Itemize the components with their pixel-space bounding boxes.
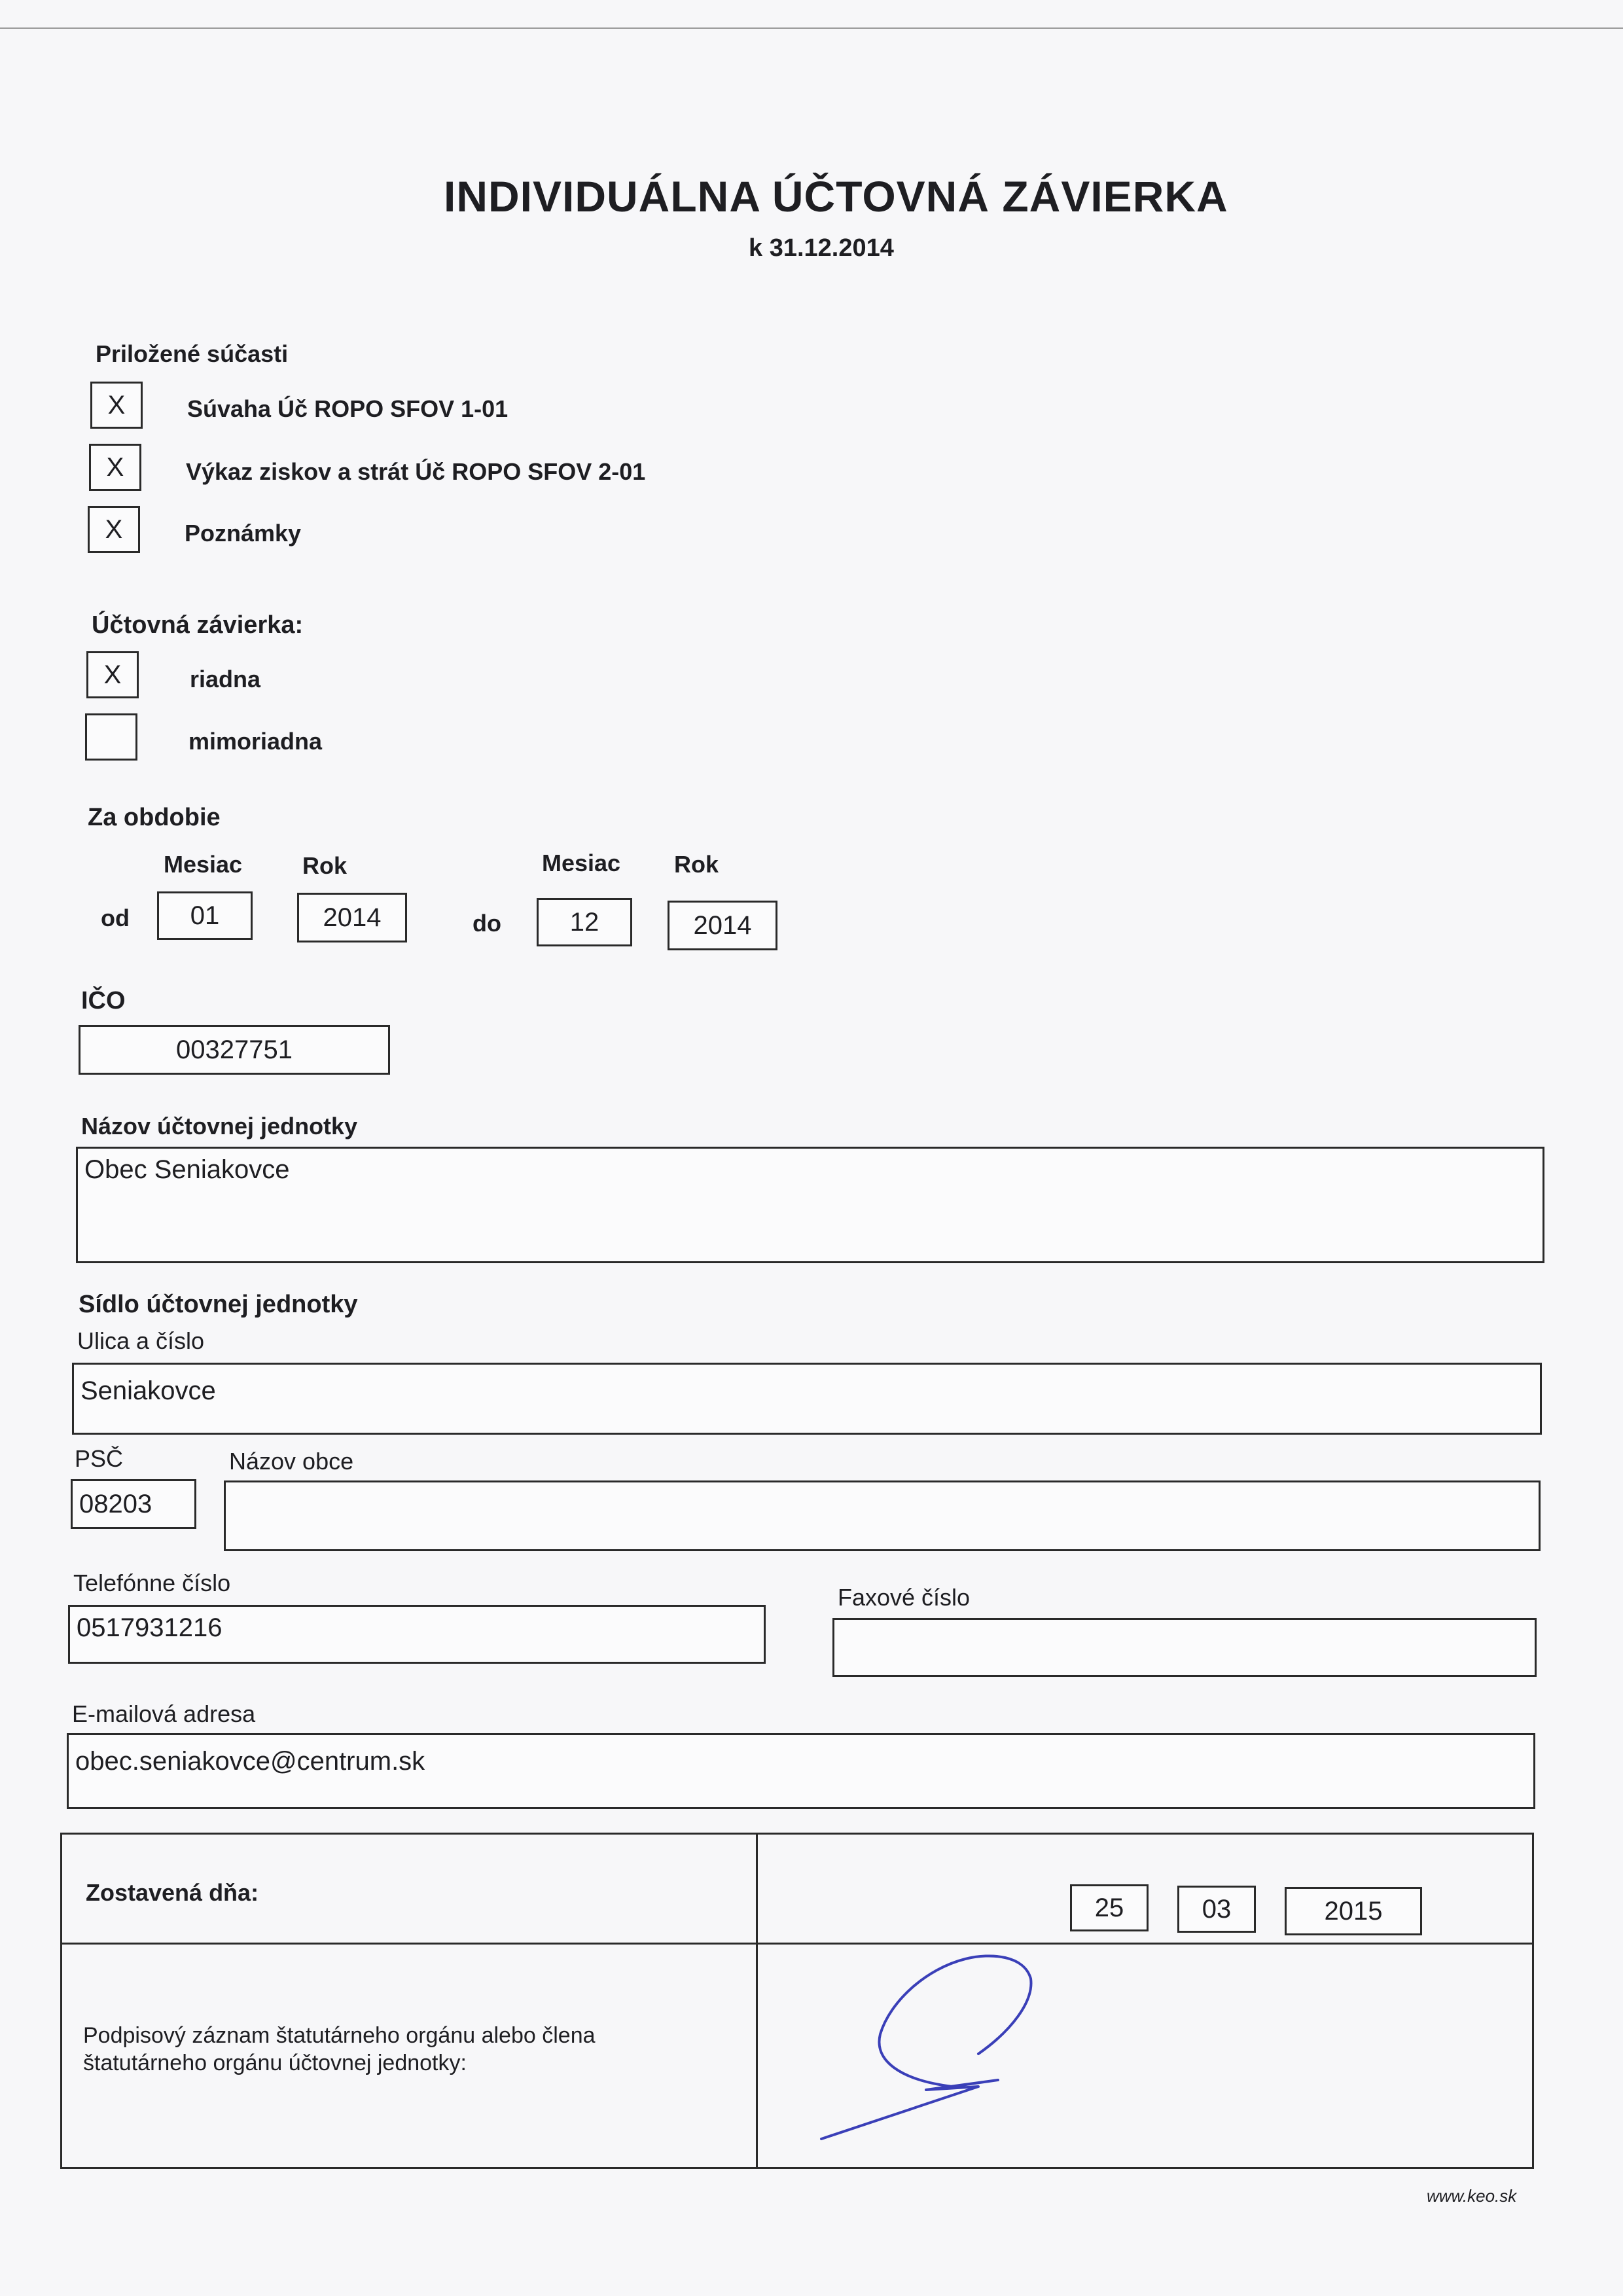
attachment-label-income: Výkaz ziskov a strát Úč ROPO SFOV 2-01	[186, 458, 646, 485]
period-to-year-label: Rok	[674, 851, 719, 878]
period-from-month-field[interactable]: 01	[157, 891, 253, 940]
form-subtitle: k 31.12.2014	[749, 234, 894, 262]
compiled-date-label: Zostavená dňa:	[86, 1879, 259, 1906]
ico-label: IČO	[81, 987, 126, 1014]
period-from-year-field[interactable]: 2014	[297, 893, 407, 942]
signature-table	[60, 1833, 1534, 2169]
street-field[interactable]: Seniakovce	[72, 1363, 1542, 1435]
statement-checkbox-extraordinary[interactable]	[85, 713, 137, 761]
period-to-month-label: Mesiac	[542, 850, 621, 876]
entity-name-label: Názov účtovnej jednotky	[81, 1113, 358, 1139]
phone-label: Telefónne číslo	[73, 1570, 231, 1596]
ico-field[interactable]: 00327751	[79, 1025, 390, 1075]
attachment-checkbox-balance[interactable]: X	[90, 382, 143, 429]
signature-table-divider	[756, 1835, 758, 2167]
attachment-checkbox-notes[interactable]: X	[88, 506, 140, 553]
town-label: Názov obce	[229, 1448, 354, 1475]
signature-caption-line1: Podpisový záznam štatutárneho orgánu alebo člena	[83, 2023, 596, 2048]
period-heading: Za obdobie	[88, 804, 221, 831]
seat-heading: Sídlo účtovnej jednotky	[79, 1291, 358, 1318]
scan-edge-line	[0, 27, 1623, 29]
statement-checkbox-ordinary[interactable]: X	[86, 651, 139, 698]
period-from-label: od	[101, 905, 130, 931]
period-to-label: do	[473, 910, 501, 937]
attachments-heading: Priložené súčasti	[96, 340, 289, 367]
psc-label: PSČ	[75, 1445, 124, 1472]
form-title: INDIVIDUÁLNA ÚČTOVNÁ ZÁVIERKA	[444, 172, 1228, 221]
compiled-month-field[interactable]: 03	[1177, 1886, 1256, 1933]
period-from-year-label: Rok	[302, 852, 348, 879]
signature-drawing	[802, 1939, 1168, 2155]
email-field[interactable]: obec.seniakovce@centrum.sk	[67, 1733, 1535, 1809]
statement-label-extraordinary: mimoriadna	[188, 728, 323, 755]
signature-table-row-divider	[62, 1943, 1532, 1945]
fax-field[interactable]	[832, 1618, 1537, 1677]
signature-caption-line2: štatutárneho orgánu účtovnej jednotky:	[83, 2051, 467, 2075]
compiled-day-field[interactable]: 25	[1070, 1884, 1149, 1931]
email-label: E-mailová adresa	[72, 1700, 256, 1727]
period-to-month-field[interactable]: 12	[537, 898, 632, 946]
period-to-year-field[interactable]: 2014	[668, 901, 777, 950]
footer-website: www.keo.sk	[1427, 2186, 1517, 2206]
attachment-label-balance: Súvaha Úč ROPO SFOV 1-01	[187, 395, 508, 422]
entity-name-field[interactable]: Obec Seniakovce	[76, 1147, 1544, 1263]
period-from-month-label: Mesiac	[164, 851, 243, 878]
attachment-label-notes: Poznámky	[185, 520, 302, 547]
attachment-checkbox-income[interactable]: X	[89, 444, 141, 491]
compiled-year-field[interactable]: 2015	[1285, 1887, 1422, 1935]
phone-field[interactable]: 0517931216	[68, 1605, 766, 1664]
fax-label: Faxové číslo	[838, 1584, 971, 1611]
town-field[interactable]	[224, 1480, 1541, 1551]
statement-type-heading: Účtovná závierka:	[92, 611, 304, 639]
psc-field[interactable]: 08203	[71, 1479, 196, 1529]
statement-label-ordinary: riadna	[190, 666, 261, 692]
street-label: Ulica a číslo	[77, 1327, 205, 1354]
